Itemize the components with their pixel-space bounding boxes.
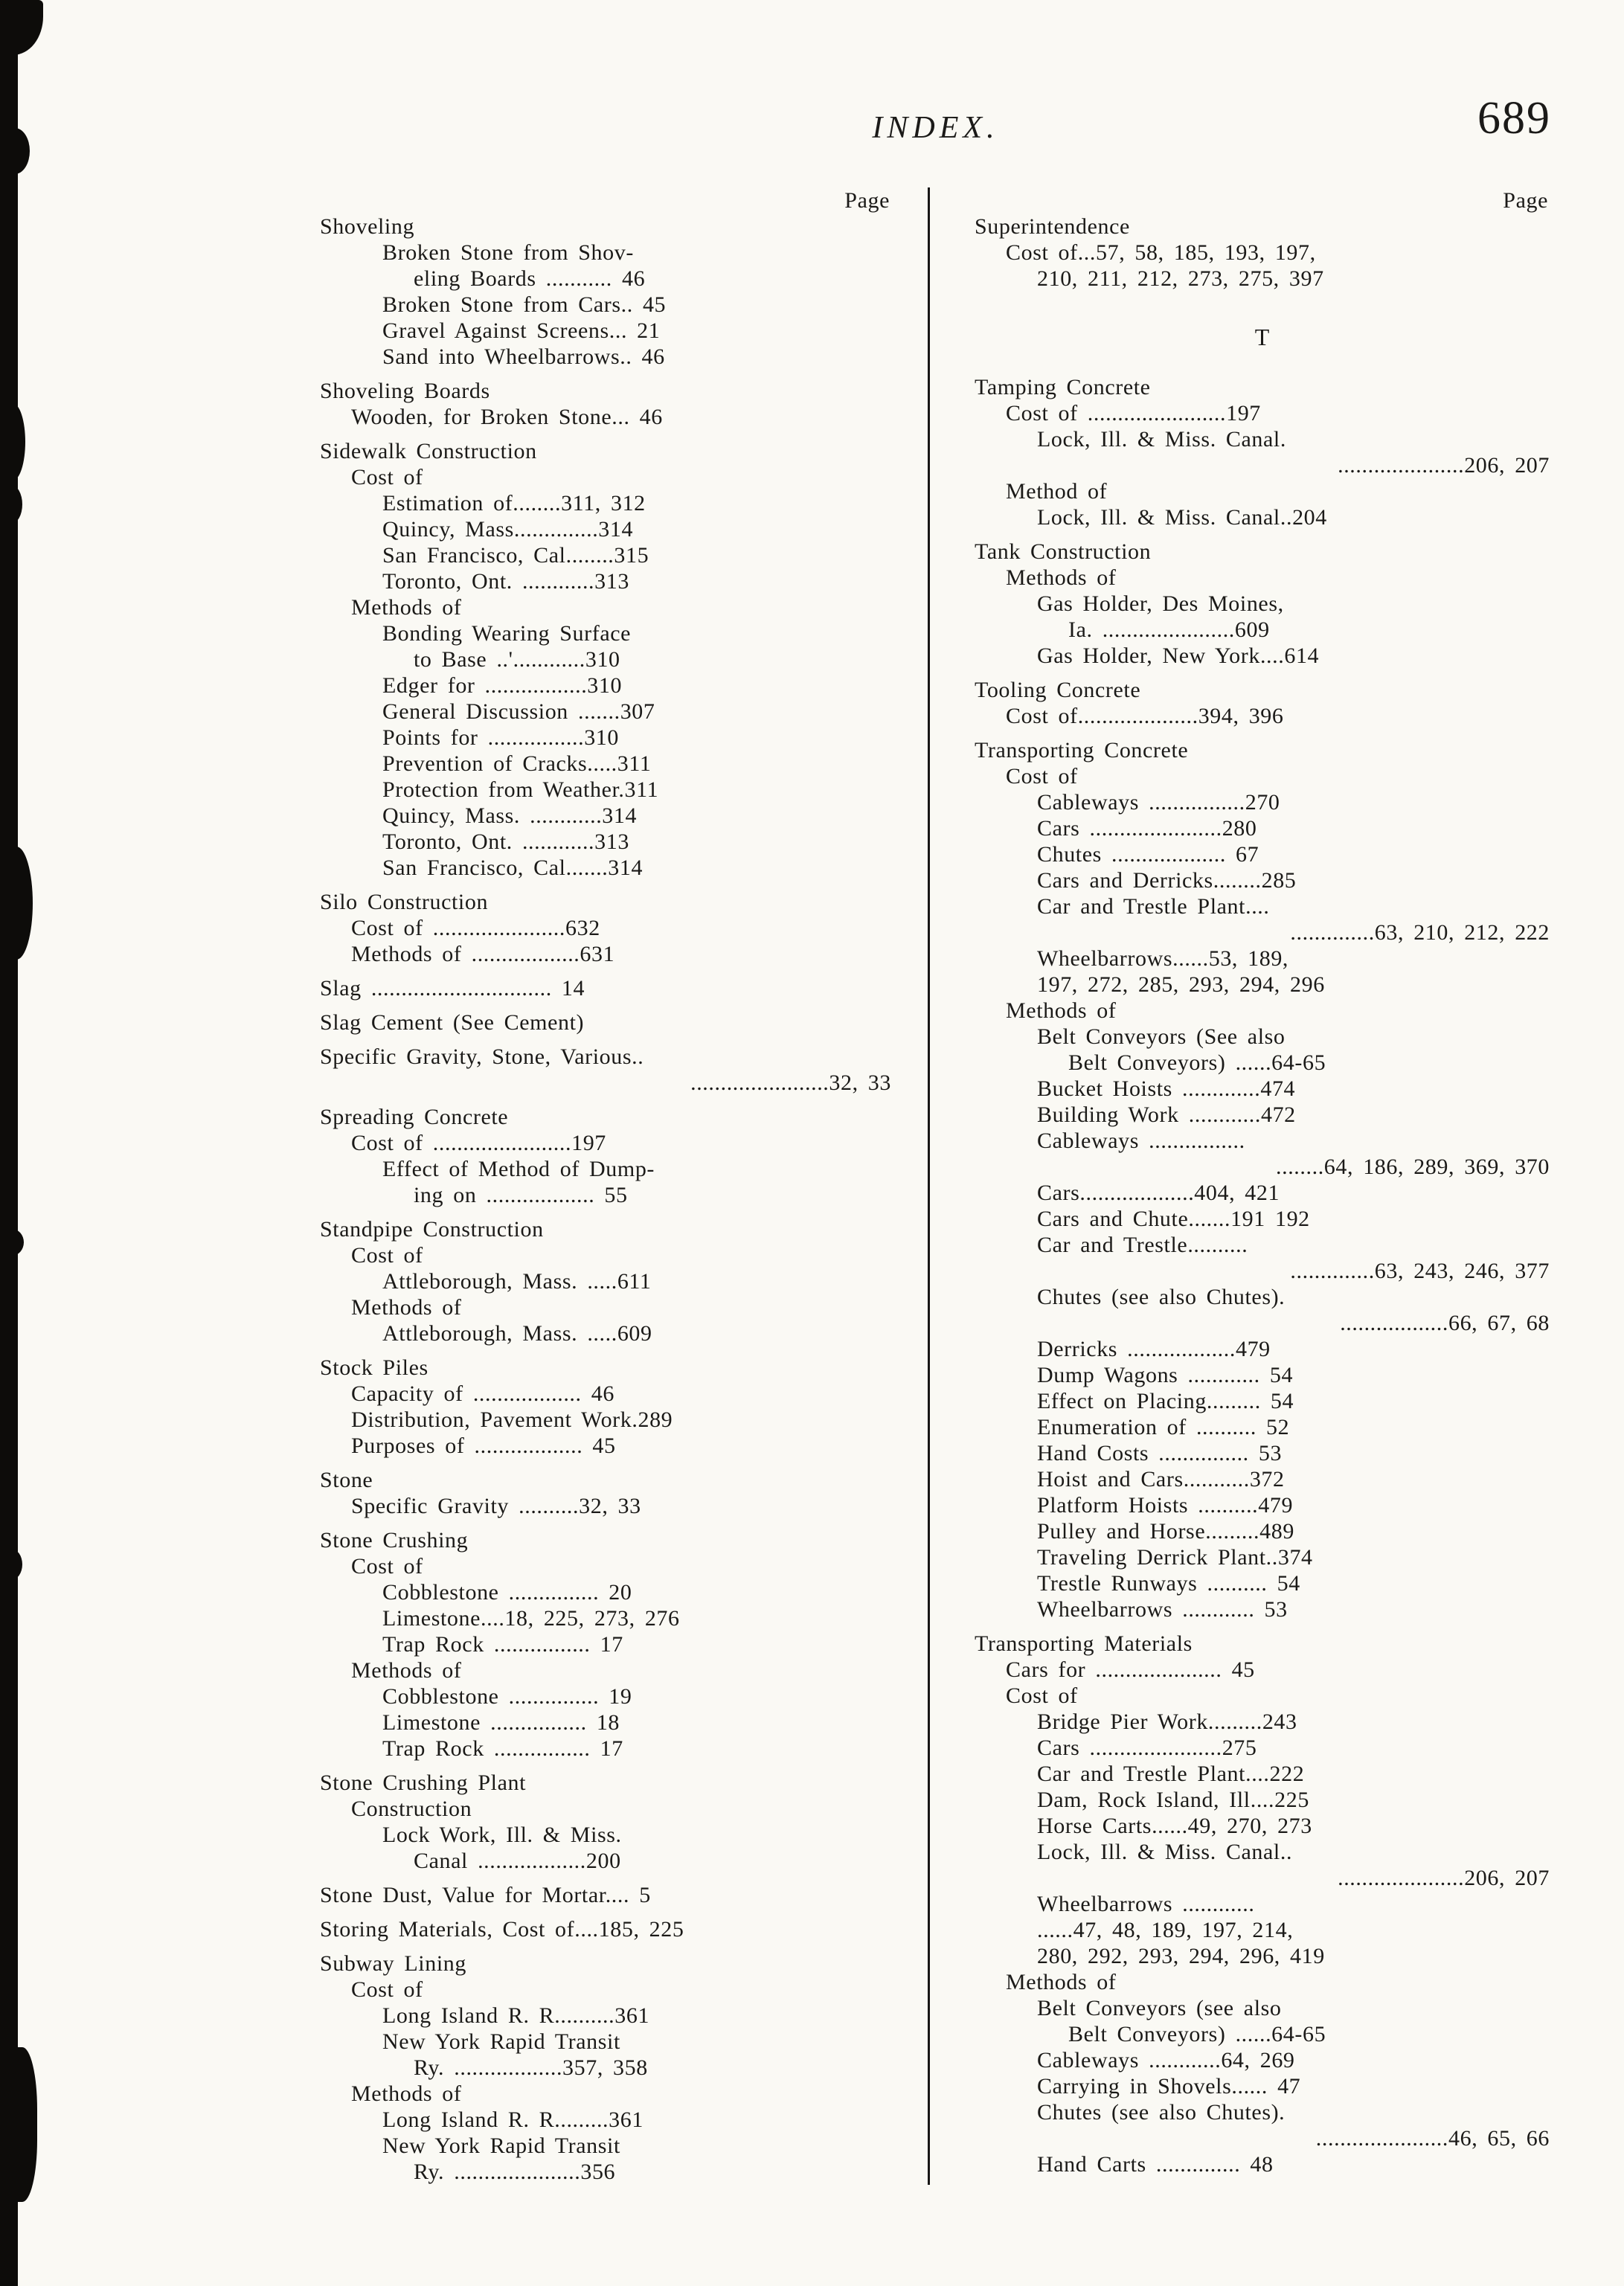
- index-entry: New York Rapid Transit: [382, 2134, 620, 2158]
- index-entry: San Francisco, Cal.......314: [382, 855, 643, 880]
- index-entry: 210, 211, 212, 273, 275, 397: [1037, 266, 1324, 291]
- index-entry: Cableways ............64, 269: [1037, 2048, 1295, 2073]
- column-divider: [928, 187, 930, 2185]
- index-entry: ing on .................. 55: [414, 1183, 628, 1207]
- index-entry: Specific Gravity, Stone, Various..: [320, 1044, 644, 1069]
- index-entry: Cableways ................: [1037, 1128, 1245, 1153]
- index-entry: Chutes (see also Chutes).: [1037, 1285, 1286, 1309]
- index-entry: Chutes (see also Chutes).: [1037, 2100, 1286, 2125]
- index-entry: New York Rapid Transit: [382, 2029, 620, 2054]
- index-entry: Car and Trestle Plant....: [1037, 894, 1270, 919]
- scan-blob: [0, 0, 43, 55]
- index-entry: Specific Gravity ..........32, 33: [351, 1494, 641, 1518]
- index-entry: to Base ..'............310: [414, 647, 620, 672]
- index-entry: Sand into Wheelbarrows.. 46: [382, 344, 665, 369]
- index-entry: Cost of ......................632: [351, 916, 600, 940]
- index-entry: Shoveling: [320, 214, 415, 239]
- page-column-label: Page: [844, 188, 890, 213]
- index-entry: Dam, Rock Island, Ill....225: [1037, 1788, 1309, 1812]
- index-entry: Cost of: [351, 465, 423, 489]
- index-entry: Methods of: [1006, 998, 1117, 1023]
- index-entry: Prevention of Cracks.....311: [382, 751, 652, 776]
- index-entry: Slag .............................. 14: [320, 976, 585, 1001]
- scan-blob: [0, 485, 22, 524]
- index-entry: Capacity of .................. 46: [351, 1381, 614, 1406]
- left-column: [320, 187, 893, 2185]
- index-title: INDEX.: [872, 111, 999, 145]
- index-entry: Cost of: [351, 1554, 423, 1579]
- index-entry: Cobblestone ............... 20: [382, 1580, 632, 1605]
- index-entry: 280, 292, 293, 294, 296, 419: [1037, 1944, 1325, 1968]
- index-entry: Quincy, Mass..............314: [382, 517, 634, 542]
- index-entry: Methods of: [1006, 565, 1117, 590]
- index-entry: Belt Conveyors) ......64-65: [1068, 1050, 1326, 1075]
- index-entry: Effect on Placing......... 54: [1037, 1389, 1294, 1413]
- index-entry: Superintendence: [975, 214, 1130, 239]
- index-entry: Toronto, Ont. ............313: [382, 829, 629, 854]
- index-entry: Slag Cement (See Cement): [320, 1010, 585, 1035]
- index-entry: Silo Construction: [320, 890, 489, 914]
- index-entry: Cost of: [1006, 764, 1078, 789]
- index-entry: Protection from Weather.311: [382, 777, 659, 802]
- index-entry: Gravel Against Screens... 21: [382, 318, 661, 343]
- index-entry: 197, 272, 285, 293, 294, 296: [1037, 972, 1325, 997]
- index-entry: Long Island R. R.........361: [382, 2107, 643, 2132]
- index-entry: Methods of: [1006, 1970, 1117, 1994]
- index-entry: Ry. ..................357, 358: [414, 2055, 648, 2080]
- index-entry: ..............63, 243, 246, 377: [1290, 1259, 1550, 1283]
- index-entry: Belt Conveyors (See also: [1037, 1024, 1286, 1049]
- index-entry: Belt Conveyors (see also: [1037, 1996, 1282, 2020]
- index-entry: Stone Crushing Plant: [320, 1770, 527, 1795]
- scan-blob: [0, 2047, 37, 2202]
- index-entry: Points for ................310: [382, 725, 620, 750]
- index-entry: Car and Trestle..........: [1037, 1233, 1248, 1257]
- index-entry: Building Work ............472: [1037, 1102, 1296, 1127]
- index-entry: San Francisco, Cal........315: [382, 543, 649, 568]
- index-entry: Methods of: [351, 595, 462, 620]
- index-entry: Carrying in Shovels...... 47: [1037, 2074, 1301, 2099]
- index-entry: Broken Stone from Shov-: [382, 240, 634, 265]
- index-entry: Cars and Derricks........285: [1037, 868, 1297, 893]
- index-entry: Stone Dust, Value for Mortar.... 5: [320, 1883, 651, 1907]
- index-columns: [320, 187, 1551, 2185]
- index-entry: General Discussion .......307: [382, 699, 655, 724]
- index-entry: Canal ..................200: [414, 1849, 621, 1873]
- index-entry: Cost of....................394, 396: [1006, 704, 1284, 728]
- index-entry: Gas Holder, New York....614: [1037, 643, 1320, 668]
- index-entry: ......47, 48, 189, 197, 214,: [1037, 1918, 1294, 1942]
- index-entry: Cost of...57, 58, 185, 193, 197,: [1006, 240, 1316, 265]
- index-entry: Shoveling Boards: [320, 379, 490, 403]
- scan-blob: [0, 403, 25, 481]
- index-entry: ......................46, 65, 66: [1315, 2126, 1550, 2151]
- index-entry: .......................32, 33: [690, 1070, 891, 1095]
- index-entry: Ia. ......................609: [1068, 617, 1270, 642]
- scan-blob: [0, 1549, 22, 1580]
- index-entry: Cobblestone ............... 19: [382, 1684, 632, 1709]
- index-entry: ..............63, 210, 212, 222: [1290, 920, 1550, 945]
- index-entry: Belt Conveyors) ......64-65: [1068, 2022, 1326, 2046]
- page-number: 689: [1477, 93, 1551, 144]
- scan-blob: [0, 1229, 24, 1256]
- index-entry: Methods of: [351, 1295, 462, 1320]
- index-entry: Bridge Pier Work.........243: [1037, 1709, 1297, 1734]
- index-entry: Sidewalk Construction: [320, 439, 537, 463]
- index-entry: ..................66, 67, 68: [1340, 1311, 1550, 1335]
- right-column: [975, 187, 1551, 2185]
- index-entry: Estimation of........311, 312: [382, 491, 646, 516]
- index-entry: Gas Holder, Des Moines,: [1037, 591, 1284, 616]
- index-entry: Bucket Hoists .............474: [1037, 1076, 1296, 1101]
- index-entry: Enumeration of .......... 52: [1037, 1415, 1290, 1439]
- index-entry: Distribution, Pavement Work.289: [351, 1407, 673, 1432]
- index-entry: Cars and Chute.......191 192: [1037, 1207, 1310, 1231]
- index-entry: Hand Costs ............... 53: [1037, 1441, 1283, 1465]
- index-entry: Effect of Method of Dump-: [382, 1157, 655, 1181]
- index-entry: Trestle Runways .......... 54: [1037, 1571, 1300, 1596]
- index-entry: Broken Stone from Cars.. 45: [382, 292, 667, 317]
- index-entry: Method of: [1006, 479, 1108, 504]
- index-entry: Tamping Concrete: [975, 375, 1151, 399]
- index-entry: Traveling Derrick Plant..374: [1037, 1545, 1313, 1570]
- index-entry: Methods of: [351, 1658, 462, 1683]
- index-entry: Lock, Ill. & Miss. Canal..: [1037, 1840, 1293, 1864]
- index-entry: .....................206, 207: [1338, 453, 1550, 478]
- index-entry: Dump Wagons ............ 54: [1037, 1363, 1294, 1387]
- index-entry: Attleborough, Mass. .....611: [382, 1269, 652, 1294]
- index-entry: Platform Hoists ..........479: [1037, 1493, 1294, 1518]
- index-entry: Transporting Materials: [975, 1631, 1193, 1656]
- index-entry: Car and Trestle Plant....222: [1037, 1762, 1305, 1786]
- index-entry: ........64, 186, 289, 369, 370: [1276, 1155, 1550, 1179]
- index-entry: Hand Carts .............. 48: [1037, 2152, 1274, 2177]
- index-entry: Stock Piles: [320, 1355, 429, 1380]
- index-entry: Cars...................404, 421: [1037, 1181, 1280, 1205]
- index-entry: Cars ......................280: [1037, 816, 1257, 841]
- index-entry: Spreading Concrete: [320, 1105, 509, 1129]
- index-entry: Trap Rock ................ 17: [382, 1736, 623, 1761]
- index-entry: Limestone ................ 18: [382, 1710, 620, 1735]
- index-entry: Chutes ................... 67: [1037, 842, 1259, 867]
- index-entry: Wheelbarrows ............: [1037, 1892, 1255, 1916]
- index-entry: Tooling Concrete: [975, 678, 1141, 702]
- index-entry: Standpipe Construction: [320, 1217, 544, 1242]
- index-entry: .....................206, 207: [1338, 1866, 1550, 1890]
- index-entry: Purposes of .................. 45: [351, 1433, 616, 1458]
- index-entry: Cost of: [1006, 1683, 1078, 1708]
- index-entry: Cost of .......................197: [351, 1131, 606, 1155]
- index-entry: Cost of: [351, 1243, 423, 1268]
- index-entry: Transporting Concrete: [975, 738, 1189, 762]
- index-entry: Attleborough, Mass. .....609: [382, 1321, 652, 1346]
- scan-blob: [0, 128, 30, 174]
- index-entry: Methods of: [351, 2081, 462, 2106]
- index-entry: Hoist and Cars...........372: [1037, 1467, 1285, 1492]
- index-entry: Ry. .....................356: [414, 2160, 616, 2184]
- index-entry: Quincy, Mass. ............314: [382, 803, 638, 828]
- scan-blob: [0, 847, 33, 960]
- index-entry: Cars for ..................... 45: [1006, 1657, 1255, 1682]
- index-entry: Horse Carts......49, 270, 273: [1037, 1814, 1312, 1838]
- index-entry: Cost of .......................197: [1006, 401, 1261, 426]
- index-entry: Stone: [320, 1468, 373, 1492]
- index-entry: Subway Lining: [320, 1951, 466, 1976]
- index-entry: Trap Rock ................ 17: [382, 1632, 623, 1657]
- index-entry: Lock, Ill. & Miss. Canal..204: [1037, 505, 1327, 530]
- index-entry: Methods of ..................631: [351, 942, 615, 966]
- index-entry: Cars ......................275: [1037, 1736, 1257, 1760]
- index-entry: Bonding Wearing Surface: [382, 621, 632, 646]
- index-entry: Long Island R. R..........361: [382, 2003, 650, 2028]
- index-entry: Lock Work, Ill. & Miss.: [382, 1823, 622, 1847]
- page-content: [320, 95, 1551, 2185]
- index-entry: Construction: [351, 1797, 472, 1821]
- index-entry: Storing Materials, Cost of....185, 225: [320, 1917, 684, 1942]
- index-entry: Limestone....18, 225, 273, 276: [382, 1606, 680, 1631]
- index-entry: Toronto, Ont. ............313: [382, 569, 629, 594]
- index-entry: Wheelbarrows......53, 189,: [1037, 946, 1289, 971]
- index-entry: eling Boards ........... 46: [414, 266, 646, 291]
- index-entry: Cableways ................270: [1037, 790, 1280, 815]
- index-entry: Lock, Ill. & Miss. Canal.: [1037, 427, 1286, 452]
- index-entry: Tank Construction: [975, 539, 1152, 564]
- scan-edge-artifact: [0, 0, 18, 2286]
- section-letter: T: [1254, 324, 1271, 350]
- index-entry: Stone Crushing: [320, 1528, 469, 1553]
- page-header: [320, 95, 1551, 158]
- index-entry: Pulley and Horse.........489: [1037, 1519, 1294, 1544]
- page-column-label: Page: [1503, 188, 1548, 213]
- index-entry: Wooden, for Broken Stone... 46: [351, 405, 663, 429]
- index-entry: Wheelbarrows ............ 53: [1037, 1597, 1288, 1622]
- index-entry: Edger for .................310: [382, 673, 623, 698]
- index-entry: Derricks ..................479: [1037, 1337, 1271, 1361]
- index-entry: Cost of: [351, 1977, 423, 2002]
